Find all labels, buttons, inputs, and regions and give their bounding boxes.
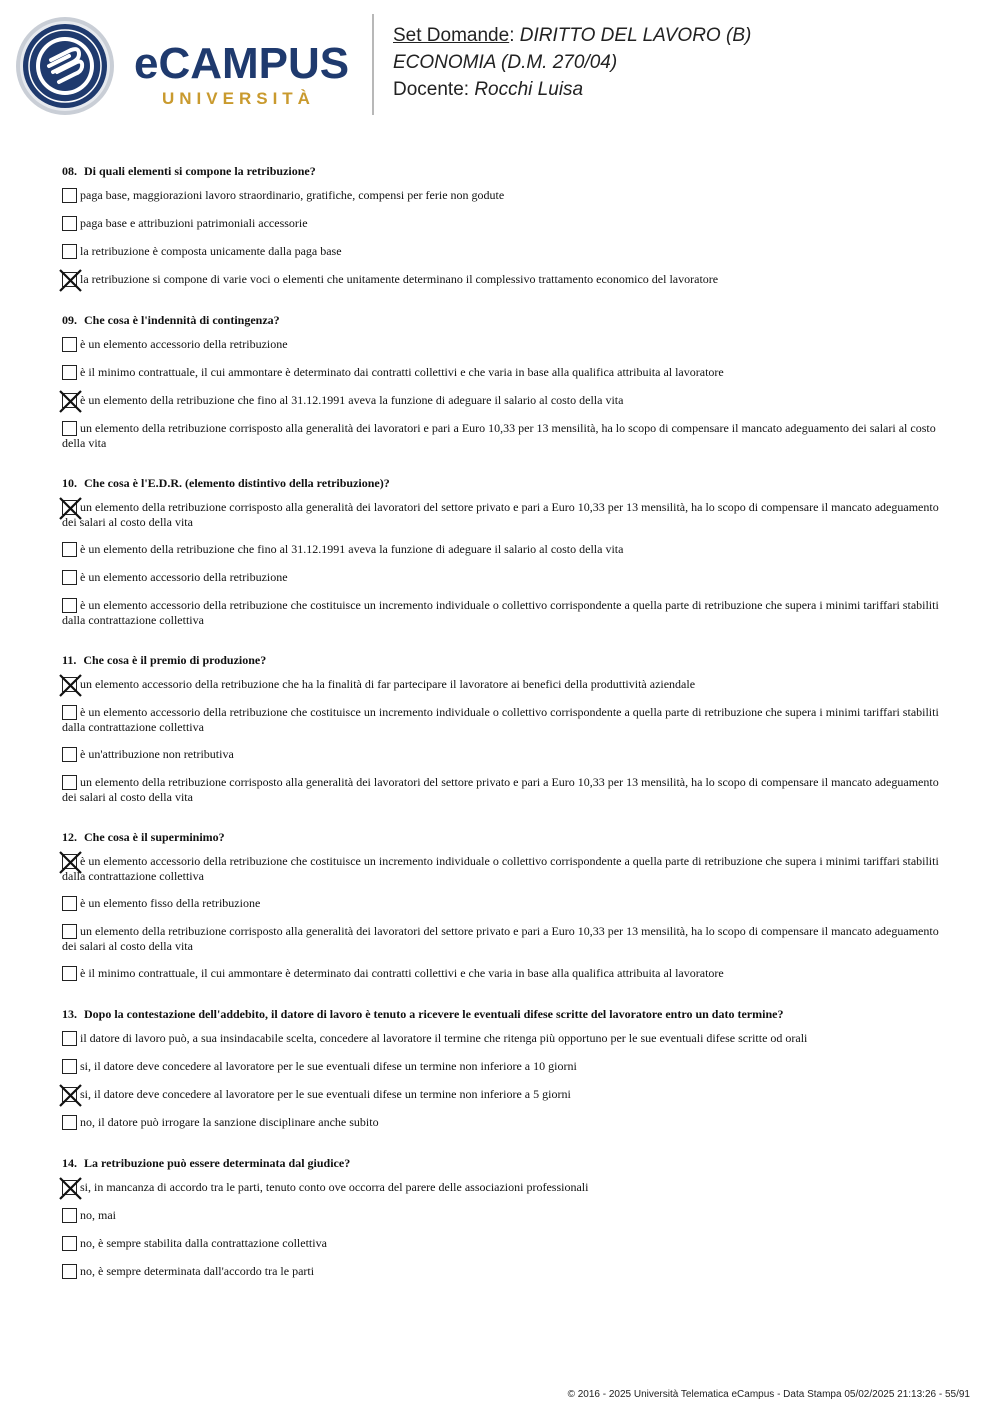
answer-text: un elemento della retribuzione corrisposto alla generalità dei lavoratori del settore privato e pari a Euro 10,33 per 13 mensilità, ha lo scopo di compensare il mancato adeguamento dei salari al costo della vita: [62, 775, 939, 804]
answer-option: [62, 337, 942, 353]
answer-text: la retribuzione si compone di varie voci o elementi che unitamente determinano il complessivo trattamento economico del lavoratore: [80, 272, 719, 286]
course-name: DIRITTO DEL LAVORO (B): [519, 25, 752, 46]
answer-text: si, il datore deve concedere al lavoratore per le sue eventuali difese un termine non inferiore a 5 giorni: [80, 1087, 571, 1101]
question-number: 13.: [62, 1007, 77, 1021]
answer-option: [62, 393, 942, 409]
answer-option: [62, 216, 942, 232]
checkbox-unchecked[interactable]: [62, 570, 77, 585]
answer-option: [62, 924, 942, 954]
header-divider: [372, 14, 374, 115]
question-number: 09.: [62, 313, 77, 327]
checkbox-checked[interactable]: [62, 272, 77, 287]
course-line: [393, 22, 751, 49]
university-seal-logo: [15, 16, 115, 116]
answer-option: [62, 705, 942, 735]
checkbox-unchecked[interactable]: [62, 924, 77, 939]
answer-text: la retribuzione è composta unicamente dalla paga base: [80, 244, 342, 258]
question-title: [62, 1156, 942, 1170]
answer-text: no, il datore può irrogare la sanzione disciplinare anche subito: [80, 1115, 379, 1129]
teacher-name: Rocchi Luisa: [474, 79, 584, 100]
checkbox-unchecked[interactable]: [62, 705, 77, 720]
answer-option: [62, 1180, 942, 1196]
answer-text: è il minimo contrattuale, il cui ammontare è determinato dai contratti collettivi e che varia in base alla qualifica attribuita al lavoratore: [80, 365, 724, 379]
checkbox-unchecked[interactable]: [62, 542, 77, 557]
answer-option: [62, 1115, 942, 1131]
question-text: La retribuzione può essere determinata dal giudice?: [84, 1156, 351, 1170]
question-title: [62, 830, 942, 844]
checkbox-unchecked[interactable]: [62, 244, 77, 259]
answer-text: un elemento della retribuzione corrisposto alla generalità dei lavoratori del settore privato e pari a Euro 10,33 per 13 mensilità, ha lo scopo di compensare il mancato adeguamento dei salari al costo della vita: [62, 924, 939, 953]
answer-text: è il minimo contrattuale, il cui ammontare è determinato dai contratti collettivi e che varia in base alla qualifica attribuita al lavoratore: [80, 966, 724, 980]
question-title: [62, 1007, 942, 1021]
answer-option: [62, 1031, 942, 1047]
answer-option: [62, 570, 942, 586]
answer-text: no, mai: [80, 1208, 116, 1222]
question-text: Dopo la contestazione dell'addebito, il datore di lavoro è tenuto a ricevere le eventuali difese scritte del lavoratore entro un dato termine?: [84, 1007, 784, 1021]
answer-option: [62, 677, 942, 693]
answer-text: paga base, maggiorazioni lavoro straordinario, gratifiche, compensi per ferie non godute: [80, 188, 505, 202]
question-text: Di quali elementi si compone la retribuzione?: [84, 164, 316, 178]
checkbox-unchecked[interactable]: [62, 188, 77, 203]
checkbox-unchecked[interactable]: [62, 1059, 77, 1074]
checkbox-unchecked[interactable]: [62, 365, 77, 380]
question-number: 11.: [62, 653, 77, 667]
answer-text: si, in mancanza di accordo tra le parti, tenuto conto ove occorra del parere delle associazioni professionali: [80, 1180, 589, 1194]
checkbox-checked[interactable]: [62, 1087, 77, 1102]
question-block: [62, 1156, 942, 1280]
checkbox-unchecked[interactable]: [62, 966, 77, 981]
checkbox-checked[interactable]: [62, 393, 77, 408]
answer-option: [62, 244, 942, 260]
set-label: Set Domande: [393, 25, 510, 46]
answer-text: è un elemento fisso della retribuzione: [80, 896, 261, 910]
answer-option: [62, 272, 942, 288]
answer-text: è un elemento della retribuzione che fino al 31.12.1991 aveva la funzione di adeguare il salario al costo della vita: [80, 393, 624, 407]
brand-logo: [134, 39, 350, 109]
answer-option: [62, 542, 942, 558]
teacher-label: Docente:: [393, 79, 475, 100]
answer-option: [62, 1236, 942, 1252]
answer-text: un elemento accessorio della retribuzione che ha la finalità di far partecipare il lavoratore ai benefici della produttività aziendale: [80, 677, 696, 691]
checkbox-checked[interactable]: [62, 854, 77, 869]
answer-text: si, il datore deve concedere al lavoratore per le sue eventuali difese un termine non inferiore a 10 giorni: [80, 1059, 577, 1073]
answer-text: è un elemento della retribuzione che fino al 31.12.1991 aveva la funzione di adeguare il salario al costo della vita: [80, 542, 624, 556]
checkbox-unchecked[interactable]: [62, 421, 77, 436]
checkbox-unchecked[interactable]: [62, 216, 77, 231]
brand-name: eCAMPUS: [134, 39, 350, 88]
degree-name: ECONOMIA (D.M. 270/04): [393, 52, 618, 73]
question-number: 14.: [62, 1156, 77, 1170]
checkbox-unchecked[interactable]: [62, 337, 77, 352]
answer-option: [62, 421, 942, 451]
answer-text: è un elemento accessorio della retribuzione: [80, 337, 288, 351]
answer-text: è un elemento accessorio della retribuzione che costituisce un incremento individuale o collettivo corrispondente a quella parte di retribuzione che supera i minimi tariffari stabiliti dalla contrattazione collettiva: [62, 598, 939, 627]
answer-text: il datore di lavoro può, a sua insindacabile scelta, concedere al lavoratore il termine che ritenga più opportuno per le sue eventuali difese scritte od orali: [80, 1031, 808, 1045]
teacher-line: [393, 76, 751, 103]
checkbox-unchecked[interactable]: [62, 747, 77, 762]
question-block: [62, 653, 942, 805]
answer-option: [62, 500, 942, 530]
question-block: [62, 313, 942, 451]
question-number: 08.: [62, 164, 77, 178]
answer-option: [62, 1264, 942, 1280]
answer-option: [62, 854, 942, 884]
checkbox-checked[interactable]: [62, 677, 77, 692]
checkbox-unchecked[interactable]: [62, 1115, 77, 1130]
answer-option: [62, 188, 942, 204]
question-title: [62, 164, 942, 178]
answer-option: [62, 966, 942, 982]
page-header: [0, 0, 1000, 130]
answer-option: [62, 598, 942, 628]
x-mark-icon: [59, 851, 82, 874]
question-number: 12.: [62, 830, 77, 844]
question-number: 10.: [62, 476, 77, 490]
answer-text: è un elemento accessorio della retribuzione che costituisce un incremento individuale o collettivo corrispondente a quella parte di retribuzione che supera i minimi tariffari stabiliti dalla contrattazione collettiva: [62, 854, 939, 883]
question-text: Che cosa è l'indennità di contingenza?: [84, 313, 280, 327]
answer-option: [62, 896, 942, 912]
x-mark-icon: [59, 1177, 82, 1200]
answer-text: è un elemento accessorio della retribuzione che costituisce un incremento individuale o collettivo corrispondente a quella parte di retribuzione che supera i minimi tariffari stabiliti dalla contrattazione collettiva: [62, 705, 939, 734]
question-title: [62, 653, 942, 667]
answer-text: è un'attribuzione non retributiva: [80, 747, 234, 761]
answer-option: [62, 1208, 942, 1224]
checkbox-unchecked[interactable]: [62, 1031, 77, 1046]
checkbox-checked[interactable]: [62, 500, 77, 515]
x-mark-icon: [59, 674, 82, 697]
answer-option: [62, 1059, 942, 1075]
checkbox-unchecked[interactable]: [62, 775, 77, 790]
question-block: [62, 830, 942, 982]
question-block: [62, 164, 942, 288]
answer-text: un elemento della retribuzione corrisposto alla generalità dei lavoratori e pari a Euro 10,33 per 13 mensilità, ha lo scopo di compensare il mancato adeguamento dei salari al costo della vita: [62, 421, 936, 450]
answer-option: [62, 365, 942, 381]
answer-text: un elemento della retribuzione corrisposto alla generalità dei lavoratori del settore privato e pari a Euro 10,33 per 13 mensilità, ha lo scopo di compensare il mancato adeguamento dei salari al costo della vita: [62, 500, 939, 529]
question-title: [62, 313, 942, 327]
x-mark-icon: [59, 390, 82, 413]
answer-option: [62, 1087, 942, 1103]
answer-text: è un elemento accessorio della retribuzione: [80, 570, 288, 584]
header-info: [393, 22, 751, 103]
question-text: Che cosa è il premio di produzione?: [83, 653, 267, 667]
answer-option: [62, 775, 942, 805]
page-footer: © 2016 - 2025 Università Telematica eCampus - Data Stampa 05/02/2025 21:13:26 - 55/91: [567, 1389, 970, 1400]
set-colon: :: [509, 25, 520, 46]
x-mark-icon: [59, 497, 82, 520]
checkbox-unchecked[interactable]: [62, 896, 77, 911]
answer-text: no, è sempre stabilita dalla contrattazione collettiva: [80, 1236, 327, 1250]
question-block: [62, 476, 942, 628]
checkbox-unchecked[interactable]: [62, 1264, 77, 1279]
checkbox-checked[interactable]: [62, 1180, 77, 1195]
question-text: Che cosa è l'E.D.R. (elemento distintivo della retribuzione)?: [84, 476, 390, 490]
x-mark-icon: [59, 1084, 82, 1107]
question-text: Che cosa è il superminimo?: [84, 830, 225, 844]
checkbox-unchecked[interactable]: [62, 1236, 77, 1251]
answer-text: paga base e attribuzioni patrimoniali accessorie: [80, 216, 308, 230]
question-block: [62, 1007, 942, 1131]
answer-text: no, è sempre determinata dall'accordo tra le parti: [80, 1264, 315, 1278]
checkbox-unchecked[interactable]: [62, 598, 77, 613]
answer-option: [62, 747, 942, 763]
brand-subtitle: UNIVERSITÀ: [162, 89, 315, 108]
checkbox-unchecked[interactable]: [62, 1208, 77, 1223]
questions-list: [62, 164, 942, 1305]
x-mark-icon: [59, 269, 82, 292]
question-title: [62, 476, 942, 490]
